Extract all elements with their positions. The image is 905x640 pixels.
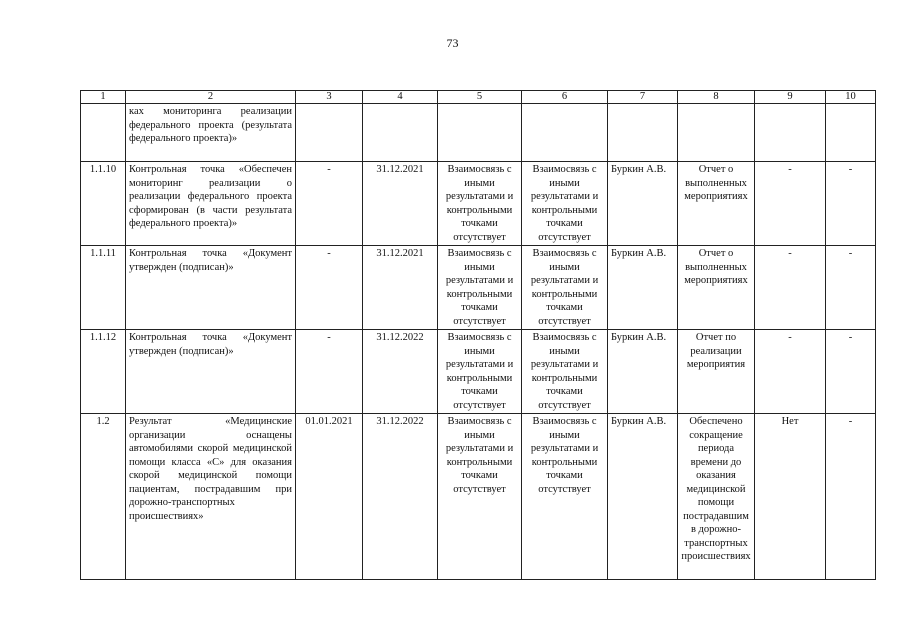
row-link-previous: Взаимосвязь с иными результатами и контрольными точками отсутствует [438,330,522,414]
row-number: 1.1.11 [81,246,126,330]
column-header: 6 [522,91,608,104]
table-row [81,162,876,246]
row-start-date: - [296,330,363,414]
column-header: 3 [296,91,363,104]
column-header: 1 [81,91,126,104]
row-col9 [755,104,826,162]
row-description: Контрольная точка «Документ утвержден (подписан)» [126,246,296,330]
row-link-previous: Взаимосвязь с иными результатами и контрольными точками отсутствует [438,162,522,246]
row-description: Контрольная точка «Обеспечен мониторинг реализации о реализации федерального проекта сформирован (в части результата федерального проекта)» [126,162,296,246]
row-responsible: Буркин А.В. [608,330,678,414]
row-link-next: Взаимосвязь с иными результатами и контрольными точками отсутствует [522,414,608,580]
row-number: 1.1.12 [81,330,126,414]
row-document: Отчет по реализации мероприятия [678,330,755,414]
measures-table [80,90,876,580]
row-link-previous [438,104,522,162]
row-col10: - [826,414,876,580]
row-number: 1.2 [81,414,126,580]
column-header: 9 [755,91,826,104]
row-col9: Нет [755,414,826,580]
table-row [81,246,876,330]
row-number: 1.1.10 [81,162,126,246]
row-link-next: Взаимосвязь с иными результатами и контрольными точками отсутствует [522,330,608,414]
row-col10: - [826,162,876,246]
row-link-next: Взаимосвязь с иными результатами и контрольными точками отсутствует [522,162,608,246]
row-responsible: Буркин А.В. [608,414,678,580]
row-end-date: 31.12.2021 [363,162,438,246]
row-document [678,104,755,162]
column-header: 10 [826,91,876,104]
row-col10: - [826,330,876,414]
table-row [81,104,876,162]
row-col9: - [755,330,826,414]
row-end-date: 31.12.2022 [363,414,438,580]
column-header: 2 [126,91,296,104]
row-end-date [363,104,438,162]
row-responsible: Буркин А.В. [608,246,678,330]
row-col10: - [826,246,876,330]
row-description: Результат «Медицинские организации оснащены автомобилями скорой медицинской помощи класса «С» для оказания скорой медицинской помощи пациентам, пострадавшим при дорожно-транспортных происшествиях» [126,414,296,580]
row-description: Контрольная точка «Документ утвержден (подписан)» [126,330,296,414]
row-responsible [608,104,678,162]
row-link-previous: Взаимосвязь с иными результатами и контрольными точками отсутствует [438,414,522,580]
row-start-date: 01.01.2021 [296,414,363,580]
row-document: Отчет о выполненных мероприятиях [678,246,755,330]
row-col9: - [755,246,826,330]
row-col9: - [755,162,826,246]
row-link-next: Взаимосвязь с иными результатами и контрольными точками отсутствует [522,246,608,330]
row-document: Отчет о выполненных мероприятиях [678,162,755,246]
column-header: 8 [678,91,755,104]
column-header: 5 [438,91,522,104]
row-col10 [826,104,876,162]
page-number: 73 [446,36,459,50]
row-description: ках мониторинга реализации федерального проекта (результата федерального проекта)» [126,104,296,162]
row-end-date: 31.12.2022 [363,330,438,414]
row-link-next [522,104,608,162]
table-row [81,330,876,414]
column-header: 4 [363,91,438,104]
row-start-date: - [296,162,363,246]
row-number [81,104,126,162]
table-row [81,414,876,580]
row-end-date: 31.12.2021 [363,246,438,330]
row-link-previous: Взаимосвязь с иными результатами и контрольными точками отсутствует [438,246,522,330]
column-header-row [81,91,876,104]
row-document: Обеспечено сокращение периода времени до оказания медицинской помощи пострадавшим в дорожно-транспортных происшествиях [678,414,755,580]
row-start-date: - [296,246,363,330]
row-responsible: Буркин А.В. [608,162,678,246]
row-start-date [296,104,363,162]
column-header: 7 [608,91,678,104]
